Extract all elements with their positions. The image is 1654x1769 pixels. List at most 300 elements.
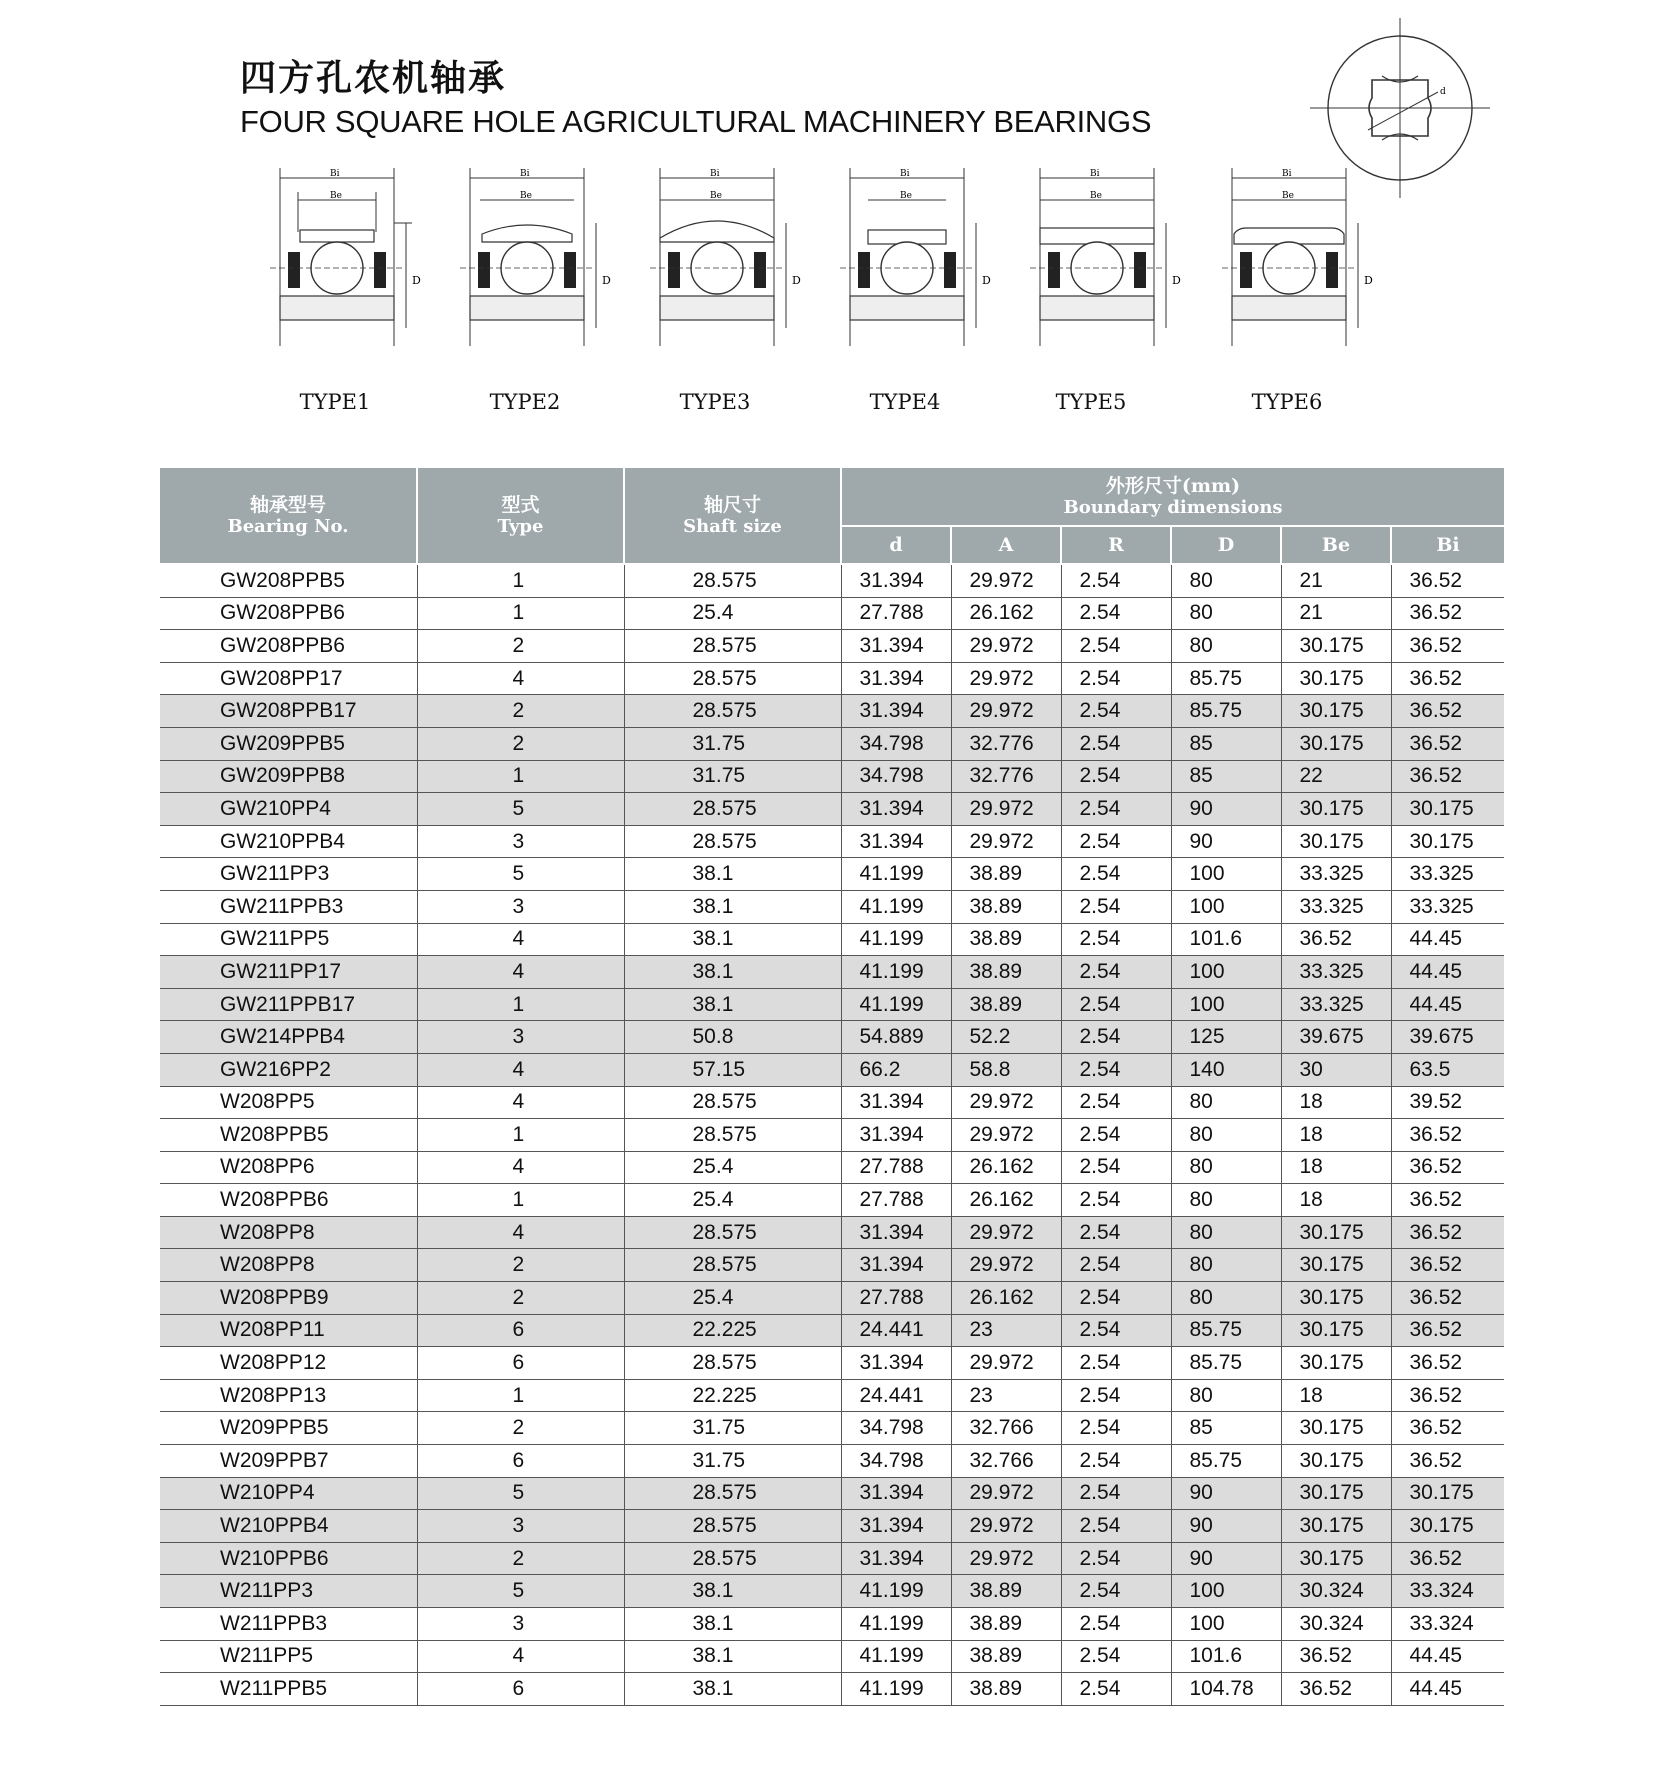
cell-shaft-size: 28.575 <box>624 1086 841 1119</box>
cell-dim-r: 2.54 <box>1061 890 1171 923</box>
cell-dim-be: 30.175 <box>1281 1510 1391 1543</box>
cell-dim-outer-d: 100 <box>1171 1575 1281 1608</box>
cell-dim-bi: 33.324 <box>1391 1575 1504 1608</box>
cell-dim-outer-d: 85.75 <box>1171 1347 1281 1380</box>
cell-shaft-size: 28.575 <box>624 1477 841 1510</box>
cell-dim-d: 41.199 <box>841 1673 951 1706</box>
header-boundary-en: Boundary dimensions <box>1063 496 1283 518</box>
cell-bearing-no: W208PP13 <box>160 1379 417 1412</box>
cell-dim-r: 2.54 <box>1061 923 1171 956</box>
cell-dim-a: 29.972 <box>951 564 1061 597</box>
table-row <box>160 1379 1504 1412</box>
cell-dim-be: 30.175 <box>1281 1216 1391 1249</box>
cell-dim-outer-d: 85 <box>1171 727 1281 760</box>
cell-dim-outer-d: 125 <box>1171 1021 1281 1054</box>
cell-dim-r: 2.54 <box>1061 1477 1171 1510</box>
cell-type: 1 <box>417 564 624 597</box>
cell-bearing-no: GW211PP3 <box>160 858 417 891</box>
type2-d-label: D <box>602 274 611 287</box>
cell-dim-bi: 33.325 <box>1391 890 1504 923</box>
cell-dim-a: 29.972 <box>951 1477 1061 1510</box>
cell-dim-outer-d: 90 <box>1171 1510 1281 1543</box>
cell-shaft-size: 22.225 <box>624 1314 841 1347</box>
cell-shaft-size: 38.1 <box>624 890 841 923</box>
cell-dim-bi: 36.52 <box>1391 1379 1504 1412</box>
table-row <box>160 890 1504 923</box>
cell-type: 4 <box>417 1216 624 1249</box>
cell-shaft-size: 38.1 <box>624 923 841 956</box>
cell-dim-outer-d: 100 <box>1171 1608 1281 1641</box>
cell-dim-outer-d: 101.6 <box>1171 923 1281 956</box>
cell-type: 4 <box>417 1151 624 1184</box>
cell-shaft-size: 28.575 <box>624 695 841 728</box>
cell-shaft-size: 38.1 <box>624 1640 841 1673</box>
cell-dim-d: 34.798 <box>841 727 951 760</box>
cell-shaft-size: 28.575 <box>624 662 841 695</box>
cell-shaft-size: 57.15 <box>624 1053 841 1086</box>
cell-type: 2 <box>417 1542 624 1575</box>
header-shaft-cn: 轴尺寸 <box>703 493 761 516</box>
cell-dim-a: 38.89 <box>951 988 1061 1021</box>
cell-type: 3 <box>417 1510 624 1543</box>
type5-diagram <box>1030 168 1220 428</box>
cell-type: 2 <box>417 1282 624 1315</box>
cell-dim-d: 41.199 <box>841 956 951 989</box>
cell-type: 5 <box>417 1575 624 1608</box>
cell-dim-r: 2.54 <box>1061 1314 1171 1347</box>
cell-dim-bi: 33.325 <box>1391 858 1504 891</box>
cell-dim-bi: 33.324 <box>1391 1608 1504 1641</box>
header-dim-outer-d: D <box>1171 526 1281 564</box>
table-row <box>160 1021 1504 1054</box>
cell-type: 3 <box>417 1608 624 1641</box>
cell-dim-r: 2.54 <box>1061 1249 1171 1282</box>
cell-dim-r: 2.54 <box>1061 564 1171 597</box>
cell-dim-a: 29.972 <box>951 630 1061 663</box>
cell-dim-be: 18 <box>1281 1119 1391 1152</box>
type3-be-label: Be <box>710 191 722 201</box>
cell-dim-bi: 44.45 <box>1391 1673 1504 1706</box>
cell-bearing-no: W211PP3 <box>160 1575 417 1608</box>
type4-d-label: D <box>982 274 991 287</box>
cell-bearing-no: GW208PPB6 <box>160 630 417 663</box>
cell-dim-bi: 39.675 <box>1391 1021 1504 1054</box>
table-row <box>160 1184 1504 1217</box>
cell-type: 5 <box>417 858 624 891</box>
cell-dim-bi: 36.52 <box>1391 630 1504 663</box>
cell-dim-bi: 44.45 <box>1391 1640 1504 1673</box>
cell-type: 1 <box>417 760 624 793</box>
cell-dim-be: 30.175 <box>1281 695 1391 728</box>
cell-type: 1 <box>417 1119 624 1152</box>
header-bearing-no <box>160 468 417 564</box>
cell-dim-bi: 36.52 <box>1391 1314 1504 1347</box>
cell-dim-a: 26.162 <box>951 1151 1061 1184</box>
cell-shaft-size: 38.1 <box>624 1673 841 1706</box>
cell-dim-a: 29.972 <box>951 1542 1061 1575</box>
cell-dim-be: 30.175 <box>1281 793 1391 826</box>
table-row <box>160 564 1504 597</box>
cell-dim-bi: 30.175 <box>1391 1477 1504 1510</box>
type5-d-label: D <box>1172 274 1181 287</box>
cell-dim-d: 31.394 <box>841 1216 951 1249</box>
cell-dim-d: 41.199 <box>841 858 951 891</box>
header-shaft-en: Shaft size <box>683 515 782 537</box>
cell-dim-outer-d: 85.75 <box>1171 662 1281 695</box>
type5-bi-label: Bi <box>1090 169 1100 179</box>
type6-d-label: D <box>1364 274 1373 287</box>
cell-dim-a: 58.8 <box>951 1053 1061 1086</box>
type1-be-label: Be <box>330 191 342 201</box>
cell-dim-be: 18 <box>1281 1151 1391 1184</box>
type6-label: TYPE6 <box>1251 390 1323 414</box>
table-row <box>160 760 1504 793</box>
cell-dim-outer-d: 100 <box>1171 890 1281 923</box>
cell-bearing-no: GW210PP4 <box>160 793 417 826</box>
cell-dim-d: 27.788 <box>841 1184 951 1217</box>
cell-dim-d: 27.788 <box>841 597 951 630</box>
table-row <box>160 1542 1504 1575</box>
cell-dim-d: 31.394 <box>841 695 951 728</box>
cell-dim-bi: 36.52 <box>1391 1347 1504 1380</box>
cell-dim-bi: 36.52 <box>1391 564 1504 597</box>
table-row <box>160 597 1504 630</box>
cell-dim-be: 33.325 <box>1281 988 1391 1021</box>
cell-dim-bi: 36.52 <box>1391 1249 1504 1282</box>
cell-dim-d: 41.199 <box>841 1575 951 1608</box>
cell-shaft-size: 28.575 <box>624 1249 841 1282</box>
cell-dim-a: 38.89 <box>951 923 1061 956</box>
cell-dim-r: 2.54 <box>1061 1575 1171 1608</box>
cell-shaft-size: 28.575 <box>624 1510 841 1543</box>
cell-dim-d: 31.394 <box>841 1477 951 1510</box>
cell-dim-bi: 30.175 <box>1391 1510 1504 1543</box>
cell-dim-bi: 44.45 <box>1391 988 1504 1021</box>
cell-shaft-size: 50.8 <box>624 1021 841 1054</box>
cell-dim-outer-d: 85 <box>1171 1412 1281 1445</box>
type4-be-label: Be <box>900 191 912 201</box>
cell-dim-r: 2.54 <box>1061 1379 1171 1412</box>
cell-dim-a: 29.972 <box>951 662 1061 695</box>
page-title-en: FOUR SQUARE HOLE AGRICULTURAL MACHINERY BEARINGS <box>240 104 1152 139</box>
cell-dim-be: 30.175 <box>1281 630 1391 663</box>
cell-type: 2 <box>417 1249 624 1282</box>
cell-bearing-no: W211PP5 <box>160 1640 417 1673</box>
cell-dim-r: 2.54 <box>1061 1184 1171 1217</box>
type3-label: TYPE3 <box>679 390 751 414</box>
cell-shaft-size: 38.1 <box>624 1608 841 1641</box>
cell-bearing-no: GW209PPB5 <box>160 727 417 760</box>
cell-dim-outer-d: 80 <box>1171 1184 1281 1217</box>
cell-bearing-no: GW208PPB6 <box>160 597 417 630</box>
cell-bearing-no: W209PPB5 <box>160 1412 417 1445</box>
cell-dim-d: 31.394 <box>841 825 951 858</box>
cell-dim-outer-d: 90 <box>1171 793 1281 826</box>
cell-dim-be: 30.175 <box>1281 1445 1391 1478</box>
type1-bi-label: Bi <box>330 169 340 179</box>
cell-bearing-no: W208PP12 <box>160 1347 417 1380</box>
table-row <box>160 1608 1504 1641</box>
cell-dim-d: 34.798 <box>841 1445 951 1478</box>
cell-bearing-no: W208PPB5 <box>160 1119 417 1152</box>
cell-dim-a: 26.162 <box>951 597 1061 630</box>
type4-diagram <box>840 168 1030 428</box>
cell-dim-r: 2.54 <box>1061 630 1171 663</box>
cell-dim-bi: 36.52 <box>1391 727 1504 760</box>
cell-bearing-no: GW208PP17 <box>160 662 417 695</box>
cell-dim-a: 32.776 <box>951 727 1061 760</box>
table-row <box>160 695 1504 728</box>
cell-dim-be: 36.52 <box>1281 923 1391 956</box>
cell-dim-r: 2.54 <box>1061 1673 1171 1706</box>
cell-bearing-no: GW211PP5 <box>160 923 417 956</box>
cell-dim-r: 2.54 <box>1061 1282 1171 1315</box>
cell-dim-be: 30.175 <box>1281 825 1391 858</box>
header-bearing-no-en: Bearing No. <box>227 515 349 537</box>
cell-dim-a: 26.162 <box>951 1184 1061 1217</box>
cell-dim-d: 31.394 <box>841 1542 951 1575</box>
cell-dim-bi: 44.45 <box>1391 956 1504 989</box>
table-row <box>160 1282 1504 1315</box>
table-row <box>160 1673 1504 1706</box>
cell-dim-a: 29.972 <box>951 1086 1061 1119</box>
cell-dim-d: 41.199 <box>841 923 951 956</box>
cell-dim-r: 2.54 <box>1061 1640 1171 1673</box>
cell-dim-a: 52.2 <box>951 1021 1061 1054</box>
cell-dim-r: 2.54 <box>1061 1608 1171 1641</box>
cell-dim-outer-d: 85 <box>1171 760 1281 793</box>
spec-table-body <box>160 564 1504 1705</box>
header-type-cn: 型式 <box>501 493 540 516</box>
cell-shaft-size: 31.75 <box>624 1412 841 1445</box>
cell-shaft-size: 28.575 <box>624 825 841 858</box>
cell-dim-r: 2.54 <box>1061 727 1171 760</box>
table-row <box>160 793 1504 826</box>
table-row <box>160 1053 1504 1086</box>
cell-dim-outer-d: 85.75 <box>1171 695 1281 728</box>
cell-dim-bi: 36.52 <box>1391 695 1504 728</box>
cell-dim-d: 27.788 <box>841 1151 951 1184</box>
cell-dim-be: 36.52 <box>1281 1640 1391 1673</box>
cell-dim-d: 31.394 <box>841 1086 951 1119</box>
cell-dim-outer-d: 80 <box>1171 564 1281 597</box>
cell-shaft-size: 28.575 <box>624 630 841 663</box>
cell-type: 4 <box>417 1640 624 1673</box>
cell-type: 4 <box>417 1053 624 1086</box>
cell-dim-be: 33.325 <box>1281 956 1391 989</box>
cell-dim-be: 30.324 <box>1281 1575 1391 1608</box>
cell-dim-d: 41.199 <box>841 988 951 1021</box>
cell-dim-d: 31.394 <box>841 564 951 597</box>
cell-dim-outer-d: 80 <box>1171 1379 1281 1412</box>
cell-bearing-no: W208PPB6 <box>160 1184 417 1217</box>
cell-dim-bi: 30.175 <box>1391 825 1504 858</box>
cell-shaft-size: 25.4 <box>624 1151 841 1184</box>
cell-dim-d: 24.441 <box>841 1314 951 1347</box>
table-row <box>160 1347 1504 1380</box>
cell-dim-d: 31.394 <box>841 793 951 826</box>
cell-shaft-size: 38.1 <box>624 956 841 989</box>
cell-dim-a: 38.89 <box>951 1640 1061 1673</box>
cell-dim-a: 23 <box>951 1379 1061 1412</box>
cell-dim-be: 30.175 <box>1281 1412 1391 1445</box>
cell-type: 1 <box>417 1379 624 1412</box>
cell-shaft-size: 28.575 <box>624 793 841 826</box>
table-row <box>160 727 1504 760</box>
header-type-en: Type <box>497 515 544 537</box>
cell-dim-a: 29.972 <box>951 1347 1061 1380</box>
cell-dim-a: 32.776 <box>951 760 1061 793</box>
cell-dim-a: 32.766 <box>951 1412 1061 1445</box>
cell-dim-outer-d: 100 <box>1171 858 1281 891</box>
cell-dim-be: 22 <box>1281 760 1391 793</box>
cell-dim-be: 30.175 <box>1281 727 1391 760</box>
cell-dim-be: 30.324 <box>1281 1608 1391 1641</box>
table-row <box>160 1477 1504 1510</box>
cell-dim-outer-d: 100 <box>1171 988 1281 1021</box>
header-dim-be: Be <box>1281 526 1391 564</box>
cell-dim-r: 2.54 <box>1061 1510 1171 1543</box>
cell-type: 4 <box>417 923 624 956</box>
cell-dim-a: 29.972 <box>951 825 1061 858</box>
cell-dim-a: 38.89 <box>951 858 1061 891</box>
cell-shaft-size: 28.575 <box>624 564 841 597</box>
type4-label: TYPE4 <box>869 390 941 414</box>
header-boundary-cn: 外形尺寸(mm) <box>1105 474 1241 497</box>
cell-bearing-no: W211PPB3 <box>160 1608 417 1641</box>
cell-type: 6 <box>417 1445 624 1478</box>
cell-bearing-no: W208PP8 <box>160 1216 417 1249</box>
cell-dim-d: 27.788 <box>841 1282 951 1315</box>
cell-dim-outer-d: 104.78 <box>1171 1673 1281 1706</box>
cell-dim-bi: 36.52 <box>1391 662 1504 695</box>
cell-dim-r: 2.54 <box>1061 1151 1171 1184</box>
cell-type: 1 <box>417 1184 624 1217</box>
type1-d-label: D <box>412 274 421 287</box>
cell-dim-a: 38.89 <box>951 1608 1061 1641</box>
cell-dim-a: 38.89 <box>951 890 1061 923</box>
type3-d-label: D <box>792 274 801 287</box>
cell-dim-be: 30.175 <box>1281 1542 1391 1575</box>
table-row <box>160 1510 1504 1543</box>
cell-dim-outer-d: 80 <box>1171 630 1281 663</box>
cell-dim-a: 26.162 <box>951 1282 1061 1315</box>
type5-label: TYPE5 <box>1055 390 1127 414</box>
cell-type: 5 <box>417 1477 624 1510</box>
table-row <box>160 858 1504 891</box>
header-dim-d: d <box>841 526 951 564</box>
cell-dim-a: 29.972 <box>951 1510 1061 1543</box>
cell-bearing-no: GW214PPB4 <box>160 1021 417 1054</box>
cell-dim-d: 41.199 <box>841 890 951 923</box>
cell-dim-be: 33.325 <box>1281 890 1391 923</box>
cell-dim-bi: 44.45 <box>1391 923 1504 956</box>
cell-bearing-no: W210PPB6 <box>160 1542 417 1575</box>
cell-dim-r: 2.54 <box>1061 956 1171 989</box>
cell-dim-be: 39.675 <box>1281 1021 1391 1054</box>
cell-dim-be: 36.52 <box>1281 1673 1391 1706</box>
cell-dim-r: 2.54 <box>1061 760 1171 793</box>
cell-bearing-no: W208PP11 <box>160 1314 417 1347</box>
cell-dim-outer-d: 80 <box>1171 1216 1281 1249</box>
cell-dim-r: 2.54 <box>1061 825 1171 858</box>
cell-dim-a: 29.972 <box>951 1119 1061 1152</box>
cell-dim-d: 54.889 <box>841 1021 951 1054</box>
cell-dim-outer-d: 80 <box>1171 1151 1281 1184</box>
cell-shaft-size: 25.4 <box>624 1282 841 1315</box>
type4-bi-label: Bi <box>900 169 910 179</box>
cell-dim-r: 2.54 <box>1061 1445 1171 1478</box>
cell-dim-outer-d: 85.75 <box>1171 1445 1281 1478</box>
page-title-cn: 四方孔农机轴承 <box>240 58 507 99</box>
cell-type: 3 <box>417 890 624 923</box>
cell-dim-a: 38.89 <box>951 1575 1061 1608</box>
type6-bi-label: Bi <box>1282 169 1292 179</box>
cell-type: 6 <box>417 1314 624 1347</box>
cell-dim-d: 31.394 <box>841 1510 951 1543</box>
cell-shaft-size: 31.75 <box>624 727 841 760</box>
type1-label: TYPE1 <box>299 390 371 414</box>
cell-dim-d: 34.798 <box>841 1412 951 1445</box>
cell-dim-a: 29.972 <box>951 793 1061 826</box>
header-bearing-no-cn: 轴承型号 <box>249 493 326 516</box>
table-row <box>160 662 1504 695</box>
cell-dim-a: 38.89 <box>951 1673 1061 1706</box>
table-row <box>160 923 1504 956</box>
cell-shaft-size: 38.1 <box>624 1575 841 1608</box>
cell-dim-d: 66.2 <box>841 1053 951 1086</box>
cell-dim-r: 2.54 <box>1061 1053 1171 1086</box>
table-row <box>160 1640 1504 1673</box>
cell-dim-bi: 30.175 <box>1391 793 1504 826</box>
cell-dim-outer-d: 101.6 <box>1171 1640 1281 1673</box>
cell-dim-d: 31.394 <box>841 630 951 663</box>
cell-type: 2 <box>417 1412 624 1445</box>
cell-dim-a: 32.766 <box>951 1445 1061 1478</box>
cell-dim-r: 2.54 <box>1061 988 1171 1021</box>
cell-dim-r: 2.54 <box>1061 662 1171 695</box>
cell-dim-outer-d: 90 <box>1171 1542 1281 1575</box>
cell-type: 2 <box>417 695 624 728</box>
cell-dim-d: 31.394 <box>841 662 951 695</box>
cell-dim-bi: 36.52 <box>1391 1542 1504 1575</box>
cell-dim-bi: 36.52 <box>1391 1216 1504 1249</box>
type2-diagram <box>460 168 650 428</box>
cell-dim-r: 2.54 <box>1061 1086 1171 1119</box>
cell-dim-bi: 39.52 <box>1391 1086 1504 1119</box>
table-row <box>160 1216 1504 1249</box>
cell-dim-bi: 36.52 <box>1391 1184 1504 1217</box>
cell-bearing-no: GW210PPB4 <box>160 825 417 858</box>
cell-dim-r: 2.54 <box>1061 1412 1171 1445</box>
cell-bearing-no: GW211PPB17 <box>160 988 417 1021</box>
cell-type: 1 <box>417 597 624 630</box>
cell-dim-r: 2.54 <box>1061 695 1171 728</box>
cell-dim-outer-d: 85.75 <box>1171 1314 1281 1347</box>
type1-diagram <box>270 168 460 428</box>
header-dim-a: A <box>951 526 1061 564</box>
cell-dim-outer-d: 80 <box>1171 1282 1281 1315</box>
table-row <box>160 988 1504 1021</box>
cell-dim-bi: 36.52 <box>1391 1412 1504 1445</box>
cell-dim-a: 29.972 <box>951 1216 1061 1249</box>
cell-dim-a: 29.972 <box>951 695 1061 728</box>
bearing-type-diagrams <box>0 168 1654 428</box>
cell-dim-d: 34.798 <box>841 760 951 793</box>
cell-bearing-no: W211PPB5 <box>160 1673 417 1706</box>
header-type <box>417 468 624 564</box>
cell-type: 1 <box>417 988 624 1021</box>
